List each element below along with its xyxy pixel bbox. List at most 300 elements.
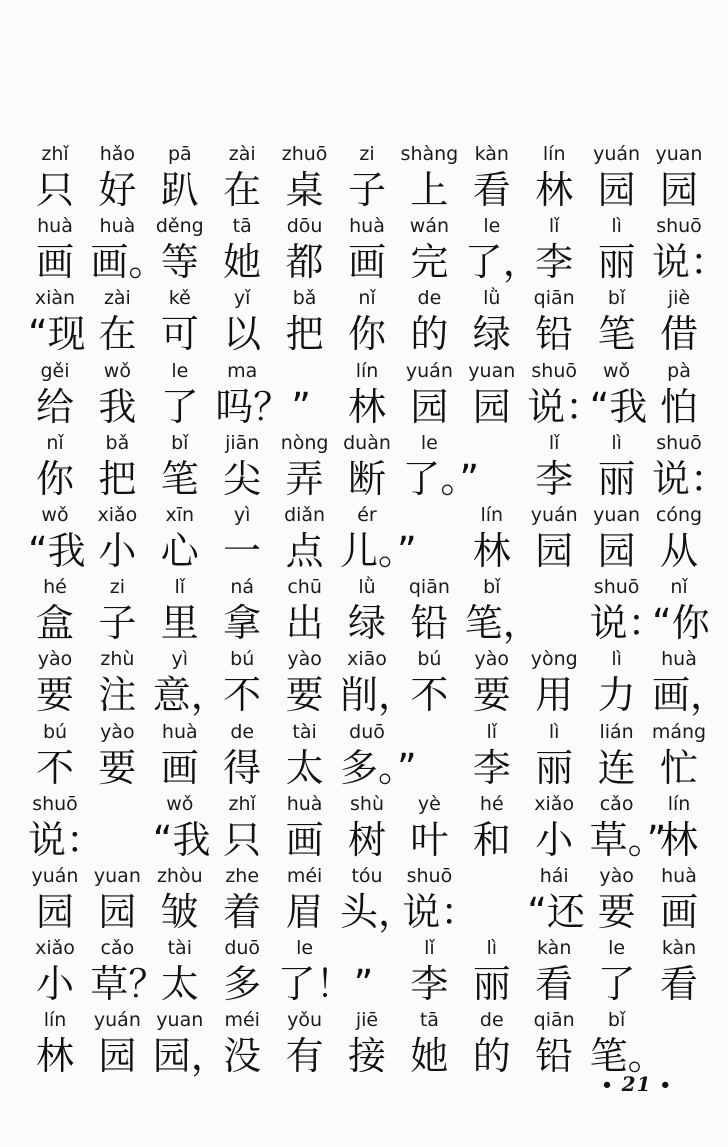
pinyin-syllable: ná xyxy=(230,576,255,599)
pinyin-syllable: shuō xyxy=(531,359,577,382)
pinyin-syllable: cǎo xyxy=(599,792,634,815)
hanzi-character: 说： xyxy=(589,601,666,646)
text-line xyxy=(24,359,698,431)
text-line xyxy=(24,720,707,792)
pinyin-syllable: lì xyxy=(548,720,560,743)
hanzi-character: 有 xyxy=(285,1034,324,1079)
hanzi-row xyxy=(24,312,698,357)
pinyin-syllable: hǎo xyxy=(99,143,136,165)
pinyin-syllable: yuan xyxy=(655,143,703,165)
pinyin-syllable: zi xyxy=(359,143,375,165)
pinyin-syllable: gěi xyxy=(40,359,70,382)
pinyin-syllable: yuan xyxy=(156,1009,204,1032)
pinyin-syllable: lǐ xyxy=(424,937,435,960)
pinyin-syllable: zi xyxy=(109,576,126,599)
hanzi-character: 丽 xyxy=(597,456,636,501)
pinyin-syllable: yào xyxy=(100,720,135,743)
hanzi-row xyxy=(24,962,698,1007)
pinyin-syllable: nǐ xyxy=(670,576,688,599)
pinyin-row xyxy=(24,1008,676,1032)
pinyin-syllable: zài xyxy=(103,287,131,310)
hanzi-character: 得 xyxy=(223,745,262,790)
pinyin-syllable: huà xyxy=(349,215,385,238)
pinyin-syllable: lín xyxy=(667,792,691,815)
pinyin-syllable: tóu xyxy=(351,865,383,887)
pinyin-syllable: qiān xyxy=(533,287,575,310)
text-line xyxy=(24,936,698,1008)
hanzi-character: 园 xyxy=(35,890,74,934)
hanzi-row xyxy=(24,168,698,212)
pinyin-syllable: duàn xyxy=(343,431,391,454)
pinyin-syllable: lǐ xyxy=(486,720,498,743)
hanzi-character: 小 xyxy=(535,817,574,862)
pinyin-syllable: zhù xyxy=(100,648,135,671)
pinyin-syllable: lǐ xyxy=(174,576,186,599)
hanzi-character: 绿 xyxy=(472,312,511,357)
hanzi-character: 只 xyxy=(35,168,74,212)
text-line xyxy=(24,214,728,286)
hanzi-character: 不 xyxy=(410,673,449,718)
hanzi-character: 园 xyxy=(472,384,511,429)
hanzi-character: 画， xyxy=(652,673,728,718)
pinyin-syllable: hái xyxy=(539,865,569,887)
hanzi-character: 趴 xyxy=(160,168,199,212)
pinyin-syllable: dōu xyxy=(286,215,323,238)
hanzi-row xyxy=(24,1034,676,1078)
hanzi-character: 她 xyxy=(410,1034,449,1079)
pinyin-syllable: lín xyxy=(43,1009,67,1032)
hanzi-row xyxy=(24,240,728,285)
pinyin-syllable: yuan xyxy=(593,504,641,526)
hanzi-character: 了！” xyxy=(277,962,374,1007)
hanzi-character: 笔 xyxy=(160,456,199,501)
hanzi-character: 林 xyxy=(659,817,698,862)
hanzi-character: 铅 xyxy=(535,312,574,357)
hanzi-character: 草？ xyxy=(90,962,167,1007)
pinyin-syllable: lì xyxy=(611,215,622,238)
hanzi-character: 完 xyxy=(410,240,449,285)
page-number xyxy=(601,1072,672,1096)
page-number-dot-left: • xyxy=(601,1075,614,1096)
pinyin-syllable: le xyxy=(296,937,314,960)
hanzi-character: 多。” xyxy=(340,745,417,790)
pinyin-syllable: ma xyxy=(227,359,258,382)
hanzi-character: 以 xyxy=(223,312,262,357)
pinyin-syllable: huà xyxy=(99,215,136,238)
pinyin-syllable: lián xyxy=(599,720,634,743)
pinyin-syllable: yè xyxy=(417,792,441,815)
pinyin-syllable: xiǎo xyxy=(534,792,575,815)
hanzi-character: 接 xyxy=(347,1034,386,1079)
hanzi-character: “现 xyxy=(28,312,86,357)
pinyin-syllable: kě xyxy=(168,287,191,310)
pinyin-syllable: zhe xyxy=(225,865,260,887)
pinyin-syllable: le xyxy=(483,215,501,238)
hanzi-character: 意， xyxy=(152,673,229,718)
hanzi-row xyxy=(24,890,698,934)
pinyin-row xyxy=(24,286,691,310)
pinyin-syllable: huà xyxy=(161,720,198,743)
pinyin-row xyxy=(24,647,697,671)
hanzi-character: 叶 xyxy=(410,817,449,862)
pinyin-syllable: cóng xyxy=(655,504,703,526)
hanzi-character: 看 xyxy=(659,962,698,1007)
hanzi-row xyxy=(24,384,698,429)
pinyin-syllable: qiān xyxy=(408,576,450,599)
hanzi-character: 借 xyxy=(659,312,698,357)
hanzi-character: 李 xyxy=(535,456,574,501)
pinyin-syllable: nòng xyxy=(280,431,329,454)
hanzi-character: “我 xyxy=(28,529,86,573)
text-line xyxy=(24,864,698,936)
hanzi-character: 要 xyxy=(98,745,137,790)
hanzi-character: 等 xyxy=(160,240,199,285)
pinyin-syllable: yuán xyxy=(593,143,641,165)
pinyin-syllable: cǎo xyxy=(100,937,135,960)
hanzi-character: 用 xyxy=(535,673,574,718)
pinyin-syllable: bǐ xyxy=(607,1009,626,1032)
hanzi-character: 子 xyxy=(98,601,137,646)
hanzi-character: 笔。 xyxy=(589,1034,666,1079)
pinyin-row xyxy=(24,936,697,960)
hanzi-character: 力 xyxy=(597,673,636,718)
pinyin-syllable: méi xyxy=(286,865,323,887)
pinyin-row xyxy=(24,864,697,888)
hanzi-character: 画。 xyxy=(90,240,167,285)
pinyin-syllable: jiān xyxy=(225,431,260,454)
pinyin-syllable: tài xyxy=(167,937,192,960)
text-line xyxy=(24,286,698,358)
pinyin-syllable: yì xyxy=(233,504,251,526)
hanzi-character: 看 xyxy=(472,168,511,212)
page-number-value: 21 xyxy=(621,1072,652,1096)
hanzi-row xyxy=(24,817,698,862)
pinyin-syllable: huà xyxy=(286,792,323,815)
pinyin-syllable: méi xyxy=(224,1009,260,1032)
hanzi-character: 要 xyxy=(597,890,636,934)
hanzi-character: 皱 xyxy=(160,890,199,934)
hanzi-character: 多 xyxy=(223,962,262,1007)
hanzi-character: 断 xyxy=(347,456,386,501)
hanzi-character: 儿。” xyxy=(340,529,417,573)
hanzi-character: 园 xyxy=(659,168,698,212)
hanzi-character: “我 xyxy=(589,384,648,429)
hanzi-character: 说： xyxy=(402,890,479,934)
hanzi-character: 你 xyxy=(35,456,74,501)
hanzi-character: 吗？” xyxy=(215,384,311,429)
pinyin-row xyxy=(24,431,702,455)
pinyin-syllable: yǒu xyxy=(287,1009,323,1032)
hanzi-character: 林 xyxy=(347,384,386,429)
pinyin-row xyxy=(24,359,691,383)
pinyin-syllable: tā xyxy=(232,215,252,238)
pinyin-syllable: lín xyxy=(355,359,379,382)
hanzi-character: 太 xyxy=(285,745,324,790)
pinyin-syllable: lì xyxy=(486,937,498,960)
hanzi-character: 李 xyxy=(472,745,511,790)
pinyin-syllable: xiǎo xyxy=(97,504,138,526)
pinyin-syllable: yuán xyxy=(31,865,79,887)
hanzi-character: 丽 xyxy=(535,745,574,790)
hanzi-character: 小 xyxy=(98,529,137,573)
pinyin-syllable: kàn xyxy=(661,937,697,960)
pinyin-syllable: jiè xyxy=(667,287,691,310)
pinyin-syllable: wǒ xyxy=(603,359,631,382)
hanzi-character: 说： xyxy=(652,240,728,285)
hanzi-character: 园 xyxy=(597,529,636,573)
hanzi-character: 都 xyxy=(285,240,324,285)
pinyin-syllable: yì xyxy=(171,648,189,671)
hanzi-character: 没 xyxy=(223,1034,262,1079)
pinyin-syllable: yào xyxy=(37,648,73,671)
text-line xyxy=(24,142,703,214)
pinyin-syllable: zài xyxy=(228,143,256,165)
hanzi-character: 要 xyxy=(472,673,511,718)
hanzi-character: 李 xyxy=(410,962,449,1007)
pinyin-row xyxy=(24,720,707,744)
hanzi-character: 把 xyxy=(285,312,324,357)
hanzi-character: “还 xyxy=(527,890,585,934)
pinyin-syllable: xīn xyxy=(165,504,195,526)
pinyin-syllable: máng xyxy=(651,720,707,743)
text-line xyxy=(24,792,698,864)
pinyin-syllable: wǒ xyxy=(41,504,69,526)
hanzi-character: 画 xyxy=(160,745,199,790)
pinyin-syllable: nǐ xyxy=(46,431,64,454)
hanzi-character: 笔 xyxy=(597,312,636,357)
hanzi-character: 着 xyxy=(223,890,262,934)
text-line xyxy=(24,575,710,647)
hanzi-character: 你 xyxy=(347,312,386,357)
hanzi-character: 说： xyxy=(28,817,105,862)
pinyin-syllable: huà xyxy=(37,215,73,238)
hanzi-character: 和 xyxy=(472,817,511,862)
pinyin-syllable: lì xyxy=(611,431,622,454)
hanzi-character: 点 xyxy=(285,529,324,573)
hanzi-character: 把 xyxy=(98,456,137,501)
pinyin-syllable: kàn xyxy=(474,143,509,165)
hanzi-character: 桌 xyxy=(285,168,324,212)
pinyin-syllable: kàn xyxy=(537,937,572,960)
pinyin-syllable: zhòu xyxy=(156,865,203,887)
hanzi-character: 我 xyxy=(98,384,137,429)
hanzi-character: 园 xyxy=(98,1034,137,1079)
text-line xyxy=(24,431,728,503)
pinyin-syllable: lǜ xyxy=(358,576,376,599)
pinyin-syllable: le xyxy=(608,937,626,960)
hanzi-character: “我 xyxy=(152,817,211,862)
hanzi-character: 只 xyxy=(223,817,262,862)
hanzi-row xyxy=(24,673,728,718)
hanzi-character: 给 xyxy=(35,384,74,429)
pinyin-syllable: lǜ xyxy=(483,287,501,310)
pinyin-syllable: bú xyxy=(42,720,68,743)
pinyin-syllable: zhǐ xyxy=(228,792,256,815)
pinyin-syllable: bǎ xyxy=(292,287,317,310)
pinyin-syllable: huà xyxy=(661,865,697,887)
hanzi-character: 盒 xyxy=(35,601,74,646)
pinyin-syllable: le xyxy=(171,359,189,382)
hanzi-character: 园 xyxy=(98,890,137,934)
pinyin-syllable: pā xyxy=(167,143,192,165)
hanzi-character: 要 xyxy=(35,673,74,718)
pinyin-syllable: jiē xyxy=(355,1009,379,1032)
hanzi-character: 的 xyxy=(410,312,449,357)
pinyin-syllable: yào xyxy=(474,648,510,671)
pinyin-syllable: bǐ xyxy=(483,576,501,599)
pinyin-syllable: chū xyxy=(287,576,322,599)
hanzi-character: 上 xyxy=(410,168,449,212)
pinyin-syllable: yuan xyxy=(93,865,141,887)
pinyin-syllable: yuán xyxy=(530,504,578,526)
page-number-dot-right: • xyxy=(659,1075,672,1096)
pinyin-syllable: lín xyxy=(542,143,566,165)
hanzi-row xyxy=(24,529,698,573)
hanzi-character: 在 xyxy=(98,312,137,357)
hanzi-character: 弄 xyxy=(285,456,324,501)
pinyin-syllable: yuán xyxy=(93,1009,141,1032)
hanzi-character: 绿 xyxy=(347,601,386,646)
pinyin-syllable: shuō xyxy=(656,215,702,238)
hanzi-character: 头， xyxy=(340,890,417,934)
hanzi-character: 她 xyxy=(223,240,262,285)
hanzi-character: 好 xyxy=(98,168,137,212)
hanzi-character: 不 xyxy=(35,745,74,790)
pinyin-syllable: wǒ xyxy=(103,359,131,382)
hanzi-character: 拿 xyxy=(223,601,262,646)
pinyin-syllable: xiǎo xyxy=(35,937,75,960)
hanzi-character: 画 xyxy=(659,890,698,934)
hanzi-character: 树 xyxy=(347,817,386,862)
pinyin-syllable: diǎn xyxy=(284,504,326,526)
hanzi-character: 连 xyxy=(597,745,636,790)
pinyin-syllable: hé xyxy=(479,792,504,815)
hanzi-character: 太 xyxy=(160,962,199,1007)
pinyin-syllable: wǒ xyxy=(166,792,194,815)
hanzi-character: 李 xyxy=(535,240,574,285)
pinyin-syllable: lǐ xyxy=(548,431,560,454)
hanzi-character: 草。” xyxy=(589,817,667,862)
hanzi-character: 眉 xyxy=(285,890,324,934)
pinyin-syllable: zhǐ xyxy=(41,143,69,165)
hanzi-character: 丽 xyxy=(597,240,636,285)
hanzi-character: 注 xyxy=(98,673,137,718)
pinyin-syllable: yuán xyxy=(405,359,453,382)
pinyin-syllable: xiāo xyxy=(347,648,387,671)
pinyin-syllable: huà xyxy=(661,648,697,671)
hanzi-character: 铅 xyxy=(410,601,449,646)
pinyin-syllable: tài xyxy=(292,720,317,743)
pinyin-syllable: de xyxy=(230,720,255,743)
pinyin-syllable: lǐ xyxy=(548,215,560,238)
hanzi-character: 林 xyxy=(35,1034,74,1079)
hanzi-character: 心 xyxy=(160,529,199,573)
hanzi-row xyxy=(24,745,698,790)
hanzi-character: 小 xyxy=(35,962,74,1007)
pinyin-syllable: shàng xyxy=(400,143,459,165)
pinyin-syllable: děng xyxy=(155,215,204,238)
pinyin-syllable: shuō xyxy=(32,792,78,815)
text-line xyxy=(24,647,728,719)
pinyin-syllable: yào xyxy=(287,648,322,671)
hanzi-character: 尖 xyxy=(223,456,262,501)
hanzi-character: 园 xyxy=(410,384,449,429)
pinyin-syllable: tā xyxy=(419,1009,439,1032)
pinyin-syllable: nǐ xyxy=(358,287,376,310)
pinyin-syllable: bǐ xyxy=(607,287,626,310)
text-line xyxy=(24,1008,676,1080)
pinyin-syllable: shuō xyxy=(656,431,702,454)
pinyin-syllable: bú xyxy=(417,648,442,671)
hanzi-character: 了 xyxy=(597,962,636,1007)
hanzi-character: 怕 xyxy=(659,384,698,429)
hanzi-character: 园 xyxy=(535,529,574,573)
pinyin-syllable: shuō xyxy=(406,865,453,887)
hanzi-character: 画 xyxy=(285,817,324,862)
pinyin-syllable: de xyxy=(417,287,442,310)
pinyin-syllable: pà xyxy=(667,359,691,382)
hanzi-row xyxy=(24,456,728,501)
pinyin-syllable: wán xyxy=(409,215,450,238)
hanzi-character: 画 xyxy=(347,240,386,285)
hanzi-row xyxy=(24,601,710,646)
hanzi-character: 里 xyxy=(160,601,199,646)
hanzi-character: 林 xyxy=(535,168,574,212)
pinyin-syllable: lín xyxy=(480,504,504,526)
hanzi-character: 要 xyxy=(285,673,324,718)
text-line xyxy=(24,503,703,575)
hanzi-character: 出 xyxy=(285,601,324,646)
pinyin-syllable: xiàn xyxy=(34,287,76,310)
pinyin-syllable: duō xyxy=(224,937,261,960)
hanzi-character: 丽 xyxy=(472,962,511,1007)
hanzi-character: 画 xyxy=(35,240,74,285)
pinyin-syllable: yào xyxy=(599,865,634,887)
pinyin-syllable: ér xyxy=(357,504,377,526)
pinyin-syllable: duō xyxy=(349,720,385,743)
hanzi-character: 了， xyxy=(464,240,541,285)
hanzi-character: 看 xyxy=(535,962,574,1007)
hanzi-character: 忙 xyxy=(659,745,698,790)
hanzi-character: 从 xyxy=(659,529,698,573)
pinyin-syllable: shuō xyxy=(593,576,640,599)
pinyin-syllable: de xyxy=(479,1009,504,1032)
hanzi-character: 在 xyxy=(223,168,262,212)
hanzi-character: 了。” xyxy=(402,456,480,501)
hanzi-character: 子 xyxy=(347,168,386,212)
pinyin-syllable: le xyxy=(420,431,438,454)
hanzi-character: 园 xyxy=(597,168,636,212)
pinyin-syllable: shù xyxy=(350,792,384,815)
pinyin-syllable: bú xyxy=(230,648,255,671)
hanzi-character: 园， xyxy=(152,1034,229,1079)
pinyin-syllable: yuan xyxy=(468,359,516,382)
pinyin-row xyxy=(24,503,703,527)
pinyin-syllable: bǐ xyxy=(171,431,189,454)
hanzi-character: 的 xyxy=(472,1034,511,1079)
hanzi-character: 不 xyxy=(223,673,262,718)
hanzi-character: 说： xyxy=(527,384,604,429)
pinyin-syllable: zhuō xyxy=(281,143,328,165)
pinyin-syllable: yòng xyxy=(530,648,578,671)
hanzi-character: 削， xyxy=(340,673,417,718)
hanzi-character: 铅 xyxy=(535,1034,574,1079)
hanzi-character: 说： xyxy=(652,456,728,501)
pinyin-syllable: lì xyxy=(611,648,622,671)
hanzi-character: 了 xyxy=(160,384,199,429)
hanzi-character: 林 xyxy=(472,529,511,573)
pinyin-row xyxy=(24,142,703,166)
